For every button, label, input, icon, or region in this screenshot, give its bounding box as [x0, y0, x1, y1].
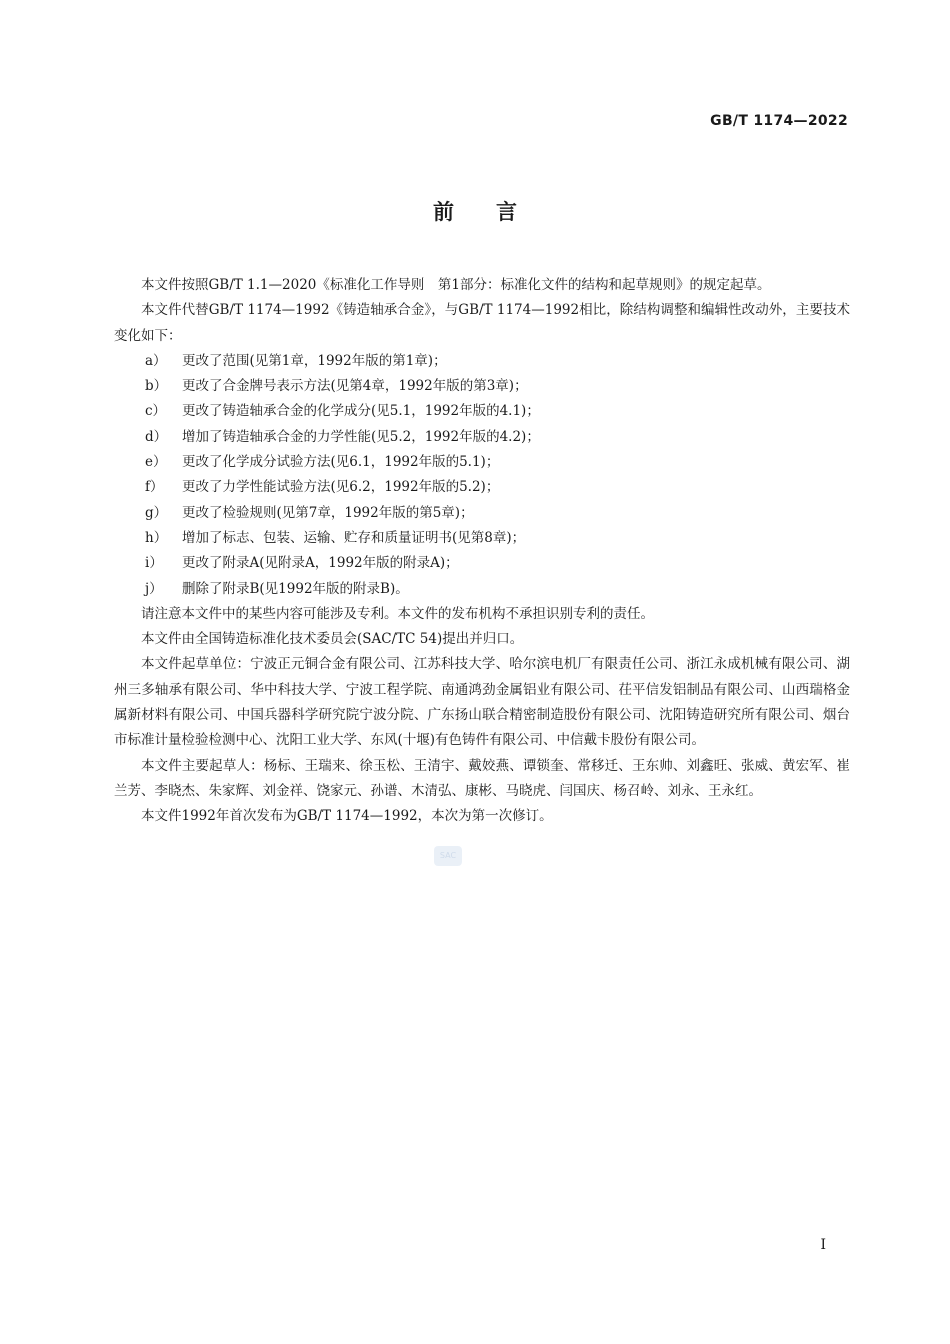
list-item [114, 450, 850, 475]
page-number: I [820, 1237, 826, 1253]
list-text: 更改了力学性能试验方法(见6.2，1992年版的5.2)； [182, 479, 500, 496]
list-marker: e） [145, 454, 167, 471]
list-marker: a） [145, 352, 167, 369]
list-text: 更改了检验规则(见第7章，1992年版的第5章)； [182, 504, 474, 521]
list-item [114, 399, 850, 424]
list-marker: b） [145, 378, 168, 395]
list-text: 更改了范围(见第1章，1992年版的第1章)； [182, 352, 447, 369]
list-item [114, 526, 850, 551]
list-text: 更改了化学成分试验方法(见6.1，1992年版的5.1)； [182, 454, 500, 471]
list-text: 更改了合金牌号表示方法(见第4章，1992年版的第3章)； [182, 378, 528, 395]
list-text: 更改了铸造轴承合金的化学成分(见5.1，1992年版的4.1)； [182, 403, 540, 420]
paragraph-drafters: 本文件主要起草人：杨标、王瑞来、徐玉松、王清宇、戴姣燕、谭锁奎、常移迁、王东帅、刘鑫旺、张威、黄宏军、崔兰芳、李晓杰、朱家辉、刘金祥、饶家元、孙谱、木清弘、康彬、马晓虎、闫国庆、杨召岭、刘永、王永红。 [114, 757, 850, 799]
list-text: 增加了标志、包装、运输、贮存和质量证明书(见第8章)； [182, 529, 526, 546]
list-marker: j） [145, 580, 163, 597]
list-item [114, 374, 850, 399]
standard-code: GB/T 1174—2022 [710, 113, 848, 129]
list-marker: c） [145, 403, 167, 420]
list-marker: g） [145, 504, 168, 521]
paragraph-proposer: 本文件由全国铸造标准化技术委员会(SAC/TC 54)提出并归口。 [141, 631, 524, 648]
list-item [114, 501, 850, 526]
paragraph-drafting-units: 本文件起草单位：宁波正元铜合金有限公司、江苏科技大学、哈尔滨电机厂有限责任公司、浙江永成机械有限公司、湖州三多轴承有限公司、华中科技大学、宁波工程学院、南通鸿劲金属铝业有限公司、茌平信发铝制品有限公司、山西瑞格金属新材料有限公司、中国兵器科学研究院宁波分院、广东扬山联合精密制造股份有限公司、沈阳铸造研究所有限公司、烟台市标准计量检验检测中心、沈阳工业大学、东风(十堰)有色铸件有限公司、中信戴卡股份有限公司。 [114, 656, 850, 749]
foreword-body [114, 273, 850, 830]
sac-watermark-logo: SAC [434, 846, 462, 866]
paragraph-replacement: 本文件代替GB/T 1174—1992《铸造轴承合金》，与GB/T 1174—1992相比，除结构调整和编辑性改动外，主要技术变化如下： [114, 302, 850, 344]
list-text: 删除了附录B(见1992年版的附录B)。 [182, 580, 409, 597]
paragraph-patent-notice: 请注意本文件中的某些内容可能涉及专利。本文件的发布机构不承担识别专利的责任。 [141, 605, 654, 622]
list-text: 增加了铸造轴承合金的力学性能(见5.2，1992年版的4.2)； [182, 428, 540, 445]
paragraph-drafting-rules: 本文件按照GB/T 1.1—2020《标准化工作导则 第1部分：标准化文件的结构和起草规则》的规定起草。 [141, 277, 771, 293]
page-title: 前言 [433, 200, 559, 224]
list-marker: i） [145, 555, 163, 572]
list-item [114, 425, 850, 450]
list-marker: h） [145, 529, 168, 546]
list-item [114, 349, 850, 374]
list-item [114, 577, 850, 602]
paragraph-history: 本文件1992年首次发布为GB/T 1174—1992，本次为第一次修订。 [141, 808, 553, 825]
list-marker: d） [145, 428, 168, 445]
list-marker: f） [145, 479, 164, 496]
list-item [114, 475, 850, 500]
list-item [114, 551, 850, 576]
list-text: 更改了附录A(见附录A，1992年版的附录A)； [182, 555, 459, 572]
